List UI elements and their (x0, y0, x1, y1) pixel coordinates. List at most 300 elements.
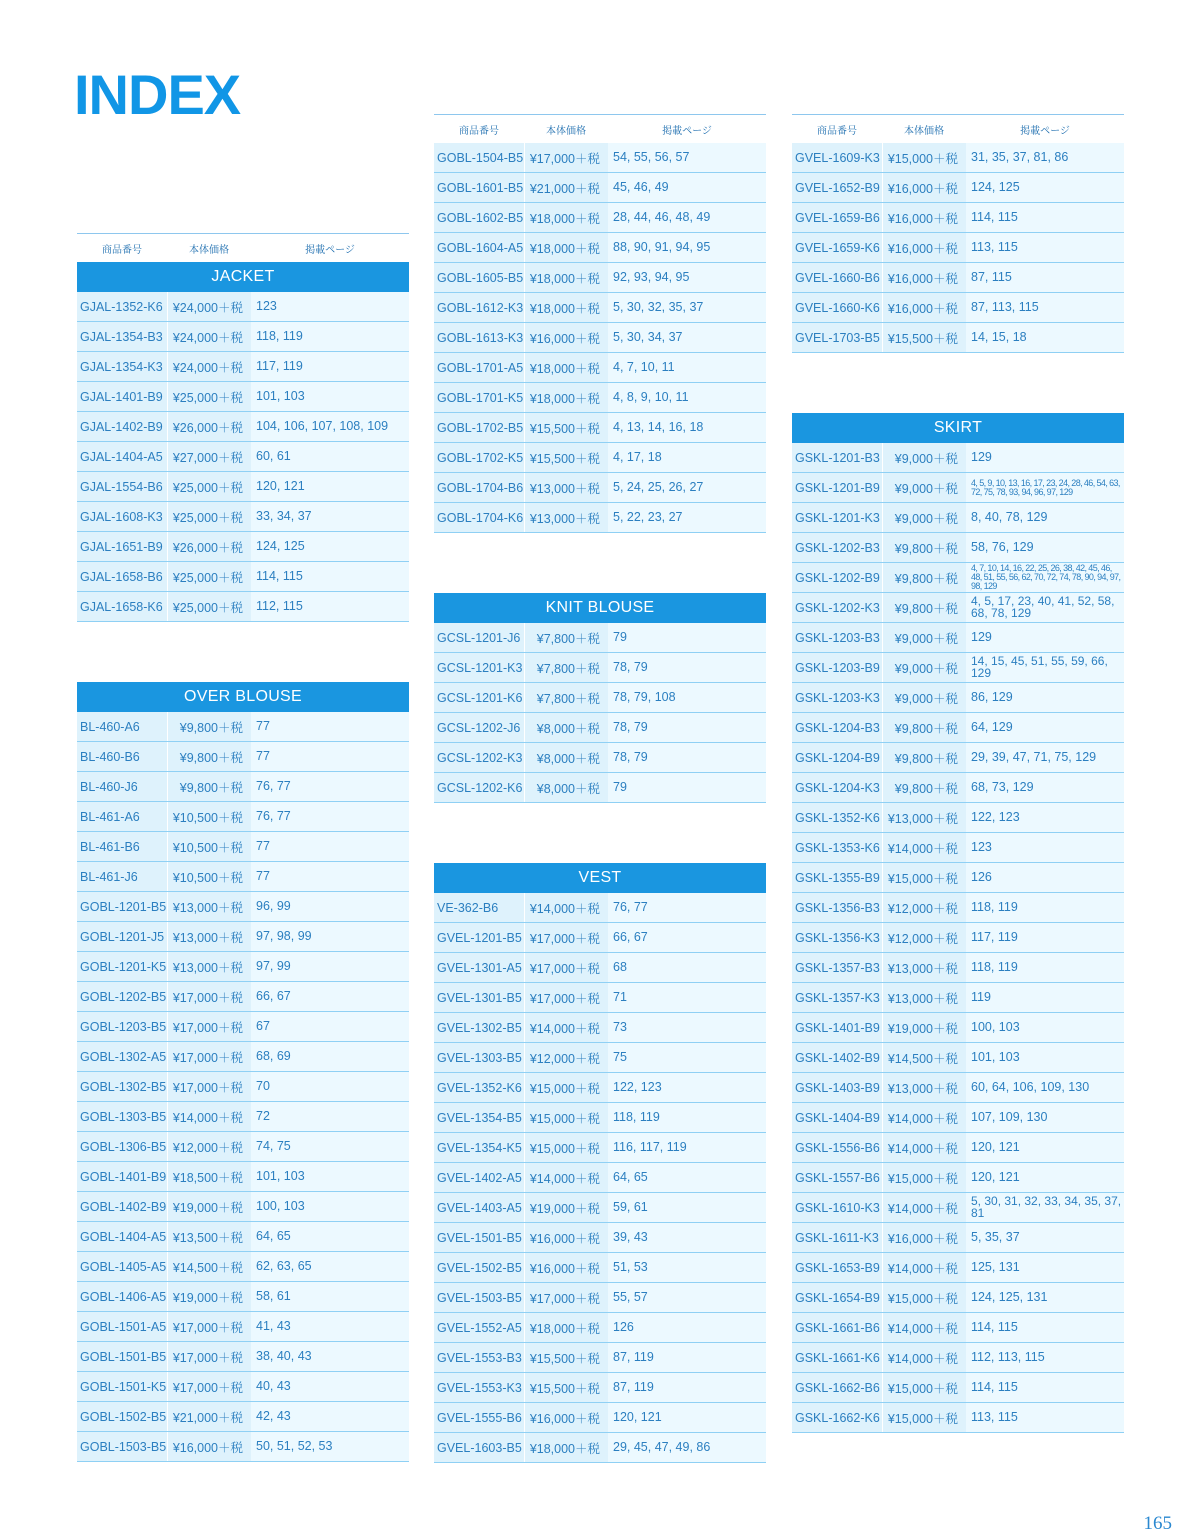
price-cell: ¥15,500＋税 (524, 443, 608, 472)
product-number-cell: VE-362-B6 (434, 893, 524, 922)
price-cell: ¥15,000＋税 (882, 1283, 966, 1312)
pages-cell: 87, 115 (966, 263, 1124, 292)
price-cell: ¥17,000＋税 (167, 1012, 251, 1041)
table-row (434, 143, 766, 173)
price-cell: ¥17,000＋税 (167, 1312, 251, 1341)
table-row (77, 1282, 409, 1312)
pages-cell: 40, 43 (251, 1372, 409, 1401)
table-row (77, 1252, 409, 1282)
price-cell: ¥16,000＋税 (524, 1253, 608, 1282)
table-row (434, 443, 766, 473)
product-number-cell: GCSL-1201-K6 (434, 683, 524, 712)
table-row (434, 743, 766, 773)
product-number-cell: GOBL-1501-K5 (77, 1372, 167, 1401)
pages-cell: 76, 77 (608, 893, 766, 922)
product-number-cell: GSKL-1202-B9 (792, 563, 882, 592)
price-cell: ¥14,000＋税 (882, 1343, 966, 1372)
table-row (434, 683, 766, 713)
table-row (434, 983, 766, 1013)
pages-cell: 54, 55, 56, 57 (608, 143, 766, 172)
price-cell: ¥15,500＋税 (882, 323, 966, 352)
product-number-cell: GVEL-1201-B5 (434, 923, 524, 952)
price-cell: ¥19,000＋税 (167, 1192, 251, 1221)
pages-cell: 124, 125 (966, 173, 1124, 202)
price-cell: ¥25,000＋税 (167, 472, 251, 501)
pages-cell: 60, 61 (251, 442, 409, 471)
price-cell: ¥14,000＋税 (882, 1253, 966, 1282)
product-number-cell: GSKL-1357-B3 (792, 953, 882, 982)
table-row (77, 712, 409, 742)
price-cell: ¥14,000＋税 (882, 833, 966, 862)
price-cell: ¥9,800＋税 (882, 713, 966, 742)
product-number-cell: GVEL-1302-B5 (434, 1013, 524, 1042)
pages-cell: 129 (966, 623, 1124, 652)
pages-cell: 64, 129 (966, 713, 1124, 742)
product-number-cell: BL-461-J6 (77, 862, 167, 891)
pages-cell: 5, 30, 31, 32, 33, 34, 35, 37, 81 (966, 1193, 1124, 1222)
table-row (792, 1163, 1124, 1193)
page-title: INDEX (74, 63, 241, 126)
table-row (434, 923, 766, 953)
price-cell: ¥19,000＋税 (524, 1193, 608, 1222)
price-cell: ¥13,000＋税 (882, 1073, 966, 1102)
table-row (792, 743, 1124, 773)
product-number-cell: GJAL-1658-B6 (77, 562, 167, 591)
pages-cell: 79 (608, 623, 766, 652)
price-cell: ¥9,800＋税 (882, 773, 966, 802)
product-number-cell: GSKL-1611-K3 (792, 1223, 882, 1252)
product-number-cell: GVEL-1403-A5 (434, 1193, 524, 1222)
header-price: 本体価格 (904, 125, 944, 137)
pages-cell: 4, 5, 17, 23, 40, 41, 52, 58, 68, 78, 129 (966, 593, 1124, 622)
pages-cell: 78, 79, 108 (608, 683, 766, 712)
product-number-cell: GVEL-1553-B3 (434, 1343, 524, 1372)
price-cell: ¥13,000＋税 (524, 473, 608, 502)
product-number-cell: GSKL-1201-B9 (792, 473, 882, 502)
product-number-cell: GVEL-1501-B5 (434, 1223, 524, 1252)
price-cell: ¥8,000＋税 (524, 773, 608, 802)
price-cell: ¥13,000＋税 (167, 892, 251, 921)
table-row (434, 233, 766, 263)
product-number-cell: GVEL-1354-B5 (434, 1103, 524, 1132)
table-row (434, 1253, 766, 1283)
price-cell: ¥18,000＋税 (524, 203, 608, 232)
pages-cell: 126 (608, 1313, 766, 1342)
product-number-cell: GOBL-1503-B5 (77, 1432, 167, 1461)
pages-cell: 118, 119 (251, 322, 409, 351)
pages-cell: 31, 35, 37, 81, 86 (966, 143, 1124, 172)
pages-cell: 76, 77 (251, 802, 409, 831)
pages-cell: 28, 44, 46, 48, 49 (608, 203, 766, 232)
table-row (77, 562, 409, 592)
table-row (792, 1013, 1124, 1043)
product-number-cell: GJAL-1354-B3 (77, 322, 167, 351)
table-row (77, 892, 409, 922)
table-row (434, 383, 766, 413)
pages-cell: 120, 121 (251, 472, 409, 501)
pages-cell: 124, 125 (251, 532, 409, 561)
pages-cell: 116, 117, 119 (608, 1133, 766, 1162)
table-row (434, 1373, 766, 1403)
pages-cell: 101, 103 (251, 1162, 409, 1191)
pages-cell: 4, 13, 14, 16, 18 (608, 413, 766, 442)
price-cell: ¥12,000＋税 (167, 1132, 251, 1161)
product-number-cell: GOBL-1601-B5 (434, 173, 524, 202)
price-cell: ¥18,000＋税 (524, 1433, 608, 1462)
product-number-cell: GOBL-1203-B5 (77, 1012, 167, 1041)
pages-cell: 42, 43 (251, 1402, 409, 1431)
product-number-cell: GVEL-1553-K3 (434, 1373, 524, 1402)
price-cell: ¥9,800＋税 (167, 772, 251, 801)
column-header (792, 114, 1124, 143)
product-number-cell: GJAL-1352-K6 (77, 292, 167, 321)
price-cell: ¥15,000＋税 (524, 1133, 608, 1162)
price-cell: ¥15,500＋税 (524, 413, 608, 442)
pages-cell: 68, 69 (251, 1042, 409, 1071)
table-row (792, 1343, 1124, 1373)
product-number-cell: GJAL-1401-B9 (77, 382, 167, 411)
pages-cell: 87, 113, 115 (966, 293, 1124, 322)
table-row (434, 1313, 766, 1343)
price-cell: ¥24,000＋税 (167, 352, 251, 381)
product-number-cell: GSKL-1402-B9 (792, 1043, 882, 1072)
pages-cell: 66, 67 (251, 982, 409, 1011)
product-number-cell: GOBL-1704-K6 (434, 503, 524, 532)
product-number-cell: GOBL-1501-A5 (77, 1312, 167, 1341)
pages-cell: 92, 93, 94, 95 (608, 263, 766, 292)
price-cell: ¥9,000＋税 (882, 503, 966, 532)
product-number-cell: GCSL-1202-K6 (434, 773, 524, 802)
table-row (792, 203, 1124, 233)
product-number-cell: GOBL-1704-B6 (434, 473, 524, 502)
product-number-cell: GOBL-1504-B5 (434, 143, 524, 172)
price-cell: ¥16,000＋税 (882, 293, 966, 322)
column-header (434, 114, 766, 143)
price-cell: ¥18,500＋税 (167, 1162, 251, 1191)
pages-cell: 64, 65 (608, 1163, 766, 1192)
pages-cell: 64, 65 (251, 1222, 409, 1251)
price-cell: ¥9,800＋税 (882, 593, 966, 622)
price-cell: ¥18,000＋税 (524, 383, 608, 412)
table-row (792, 1043, 1124, 1073)
product-number-cell: GSKL-1202-B3 (792, 533, 882, 562)
pages-cell: 38, 40, 43 (251, 1342, 409, 1371)
pages-cell: 118, 119 (608, 1103, 766, 1132)
page-number: 165 (1143, 1513, 1172, 1534)
header-price: 本体価格 (546, 125, 586, 137)
product-number-cell: GCSL-1202-J6 (434, 713, 524, 742)
price-cell: ¥14,000＋税 (524, 893, 608, 922)
table-row (77, 1312, 409, 1342)
pages-cell: 120, 121 (966, 1163, 1124, 1192)
price-cell: ¥24,000＋税 (167, 322, 251, 351)
vest-continued-rows (792, 143, 1124, 353)
table-row (792, 1283, 1124, 1313)
table-row (792, 893, 1124, 923)
product-number-cell: GOBL-1302-B5 (77, 1072, 167, 1101)
table-row (792, 1373, 1124, 1403)
pages-cell: 125, 131 (966, 1253, 1124, 1282)
product-number-cell: GSKL-1661-B6 (792, 1313, 882, 1342)
price-cell: ¥12,000＋税 (882, 923, 966, 952)
price-cell: ¥16,000＋税 (882, 263, 966, 292)
pages-cell: 101, 103 (251, 382, 409, 411)
table-row (792, 443, 1124, 473)
header-product-number: 商品番号 (817, 125, 857, 137)
pages-cell: 45, 46, 49 (608, 173, 766, 202)
table-row (792, 683, 1124, 713)
price-cell: ¥16,000＋税 (524, 1223, 608, 1252)
price-cell: ¥21,000＋税 (524, 173, 608, 202)
price-cell: ¥17,000＋税 (524, 983, 608, 1012)
price-cell: ¥15,000＋税 (524, 1103, 608, 1132)
product-number-cell: GSKL-1203-B3 (792, 623, 882, 652)
product-number-cell: GJAL-1658-K6 (77, 592, 167, 621)
product-number-cell: GVEL-1703-B5 (792, 323, 882, 352)
product-number-cell: GVEL-1552-A5 (434, 1313, 524, 1342)
price-cell: ¥12,000＋税 (882, 893, 966, 922)
product-number-cell: GOBL-1701-A5 (434, 353, 524, 382)
table-row (792, 653, 1124, 683)
pages-cell: 112, 113, 115 (966, 1343, 1124, 1372)
index-column-3 (792, 114, 1124, 1433)
price-cell: ¥10,500＋税 (167, 802, 251, 831)
pages-cell: 79 (608, 773, 766, 802)
price-cell: ¥8,000＋税 (524, 743, 608, 772)
price-cell: ¥14,000＋税 (882, 1193, 966, 1222)
pages-cell: 8, 40, 78, 129 (966, 503, 1124, 532)
product-number-cell: GOBL-1701-K5 (434, 383, 524, 412)
price-cell: ¥15,000＋税 (882, 1163, 966, 1192)
product-number-cell: GOBL-1201-J5 (77, 922, 167, 951)
price-cell: ¥8,000＋税 (524, 713, 608, 742)
product-number-cell: GSKL-1353-K6 (792, 833, 882, 862)
table-row (77, 442, 409, 472)
price-cell: ¥13,000＋税 (167, 952, 251, 981)
pages-cell: 4, 7, 10, 11 (608, 353, 766, 382)
pages-cell: 14, 15, 45, 51, 55, 59, 66, 129 (966, 653, 1124, 682)
product-number-cell: GOBL-1302-A5 (77, 1042, 167, 1071)
price-cell: ¥13,500＋税 (167, 1222, 251, 1251)
table-row (792, 293, 1124, 323)
pages-cell: 41, 43 (251, 1312, 409, 1341)
table-row (434, 293, 766, 323)
table-row (434, 1343, 766, 1373)
pages-cell: 68, 73, 129 (966, 773, 1124, 802)
product-number-cell: GVEL-1609-K3 (792, 143, 882, 172)
pages-cell: 14, 15, 18 (966, 323, 1124, 352)
product-number-cell: GVEL-1660-K6 (792, 293, 882, 322)
pages-cell: 68 (608, 953, 766, 982)
product-number-cell: GSKL-1653-B9 (792, 1253, 882, 1282)
price-cell: ¥17,000＋税 (524, 923, 608, 952)
pages-cell: 101, 103 (966, 1043, 1124, 1072)
product-number-cell: GOBL-1202-B5 (77, 982, 167, 1011)
table-row (77, 472, 409, 502)
header-price: 本体価格 (189, 244, 229, 256)
section-title-skirt: SKIRT (792, 413, 1124, 443)
table-row (792, 1253, 1124, 1283)
price-cell: ¥18,000＋税 (524, 1313, 608, 1342)
table-row (77, 1132, 409, 1162)
price-cell: ¥26,000＋税 (167, 532, 251, 561)
table-row (792, 323, 1124, 353)
pages-cell: 70 (251, 1072, 409, 1101)
price-cell: ¥17,000＋税 (524, 953, 608, 982)
pages-cell: 96, 99 (251, 892, 409, 921)
price-cell: ¥17,000＋税 (167, 982, 251, 1011)
table-row (434, 653, 766, 683)
pages-cell: 118, 119 (966, 953, 1124, 982)
product-number-cell: GSKL-1356-K3 (792, 923, 882, 952)
price-cell: ¥16,000＋税 (524, 1403, 608, 1432)
price-cell: ¥18,000＋税 (524, 233, 608, 262)
price-cell: ¥9,000＋税 (882, 653, 966, 682)
header-product-number: 商品番号 (102, 244, 142, 256)
price-cell: ¥16,000＋税 (524, 323, 608, 352)
table-row (792, 983, 1124, 1013)
header-pages: 掲載ページ (305, 244, 355, 256)
product-number-cell: GOBL-1404-A5 (77, 1222, 167, 1251)
over-blouse-continued-rows (434, 143, 766, 533)
header-pages: 掲載ページ (662, 125, 712, 137)
pages-cell: 5, 30, 32, 35, 37 (608, 293, 766, 322)
table-row (792, 1193, 1124, 1223)
table-row (77, 922, 409, 952)
pages-cell: 119 (966, 983, 1124, 1012)
table-row (792, 1103, 1124, 1133)
product-number-cell: GOBL-1406-A5 (77, 1282, 167, 1311)
table-row (77, 772, 409, 802)
product-number-cell: GJAL-1554-B6 (77, 472, 167, 501)
product-number-cell: GVEL-1659-K6 (792, 233, 882, 262)
price-cell: ¥19,000＋税 (167, 1282, 251, 1311)
product-number-cell: GVEL-1301-A5 (434, 953, 524, 982)
section-title-knit-blouse: KNIT BLOUSE (434, 593, 766, 623)
pages-cell: 73 (608, 1013, 766, 1042)
table-row (434, 623, 766, 653)
pages-cell: 97, 98, 99 (251, 922, 409, 951)
table-row (77, 592, 409, 622)
product-number-cell: GOBL-1402-B9 (77, 1192, 167, 1221)
table-row (77, 1192, 409, 1222)
product-number-cell: GOBL-1604-A5 (434, 233, 524, 262)
product-number-cell: GVEL-1660-B6 (792, 263, 882, 292)
vest-rows (434, 893, 766, 1463)
product-number-cell: GVEL-1354-K5 (434, 1133, 524, 1162)
table-row (77, 802, 409, 832)
price-cell: ¥9,000＋税 (882, 443, 966, 472)
price-cell: ¥7,800＋税 (524, 623, 608, 652)
table-row (77, 412, 409, 442)
price-cell: ¥14,500＋税 (882, 1043, 966, 1072)
price-cell: ¥13,000＋税 (167, 922, 251, 951)
pages-cell: 126 (966, 863, 1124, 892)
pages-cell: 33, 34, 37 (251, 502, 409, 531)
table-row (77, 1402, 409, 1432)
product-number-cell: GSKL-1557-B6 (792, 1163, 882, 1192)
table-row (77, 382, 409, 412)
pages-cell: 124, 125, 131 (966, 1283, 1124, 1312)
table-row (434, 953, 766, 983)
price-cell: ¥18,000＋税 (524, 353, 608, 382)
header-product-number: 商品番号 (459, 125, 499, 137)
price-cell: ¥14,000＋税 (167, 1102, 251, 1131)
price-cell: ¥14,000＋税 (524, 1013, 608, 1042)
pages-cell: 76, 77 (251, 772, 409, 801)
pages-cell: 78, 79 (608, 743, 766, 772)
price-cell: ¥9,800＋税 (882, 743, 966, 772)
pages-cell: 104, 106, 107, 108, 109 (251, 412, 409, 441)
price-cell: ¥16,000＋税 (882, 203, 966, 232)
price-cell: ¥25,000＋税 (167, 502, 251, 531)
pages-cell: 5, 30, 34, 37 (608, 323, 766, 352)
product-number-cell: GOBL-1201-K5 (77, 952, 167, 981)
product-number-cell: GSKL-1202-K3 (792, 593, 882, 622)
product-number-cell: GVEL-1652-B9 (792, 173, 882, 202)
pages-cell: 39, 43 (608, 1223, 766, 1252)
table-row (434, 1013, 766, 1043)
pages-cell: 5, 24, 25, 26, 27 (608, 473, 766, 502)
pages-cell: 87, 119 (608, 1373, 766, 1402)
pages-cell: 114, 115 (251, 562, 409, 591)
table-row (434, 203, 766, 233)
skirt-rows (792, 443, 1124, 1433)
pages-cell: 62, 63, 65 (251, 1252, 409, 1281)
price-cell: ¥9,000＋税 (882, 623, 966, 652)
price-cell: ¥16,000＋税 (882, 173, 966, 202)
table-row (792, 473, 1124, 503)
table-row (77, 292, 409, 322)
product-number-cell: GSKL-1356-B3 (792, 893, 882, 922)
price-cell: ¥17,000＋税 (167, 1042, 251, 1071)
table-row (792, 173, 1124, 203)
pages-cell: 107, 109, 130 (966, 1103, 1124, 1132)
pages-cell: 71 (608, 983, 766, 1012)
product-number-cell: GSKL-1204-K3 (792, 773, 882, 802)
table-row (434, 1283, 766, 1313)
product-number-cell: GVEL-1502-B5 (434, 1253, 524, 1282)
table-row (792, 233, 1124, 263)
price-cell: ¥19,000＋税 (882, 1013, 966, 1042)
pages-cell: 4, 17, 18 (608, 443, 766, 472)
product-number-cell: GJAL-1608-K3 (77, 502, 167, 531)
table-row (434, 353, 766, 383)
product-number-cell: GJAL-1651-B9 (77, 532, 167, 561)
product-number-cell: GSKL-1355-B9 (792, 863, 882, 892)
price-cell: ¥24,000＋税 (167, 292, 251, 321)
table-row (792, 503, 1124, 533)
product-number-cell: GOBL-1201-B5 (77, 892, 167, 921)
product-number-cell: GSKL-1662-B6 (792, 1373, 882, 1402)
pages-cell: 77 (251, 832, 409, 861)
pages-cell: 50, 51, 52, 53 (251, 1432, 409, 1461)
table-row (77, 1342, 409, 1372)
pages-cell: 60, 64, 106, 109, 130 (966, 1073, 1124, 1102)
price-cell: ¥17,000＋税 (167, 1342, 251, 1371)
pages-cell: 58, 61 (251, 1282, 409, 1311)
price-cell: ¥15,500＋税 (524, 1343, 608, 1372)
table-row (792, 593, 1124, 623)
price-cell: ¥14,000＋税 (524, 1163, 608, 1192)
pages-cell: 67 (251, 1012, 409, 1041)
pages-cell: 100, 103 (251, 1192, 409, 1221)
price-cell: ¥21,000＋税 (167, 1402, 251, 1431)
product-number-cell: GOBL-1702-K5 (434, 443, 524, 472)
table-row (792, 773, 1124, 803)
table-row (77, 352, 409, 382)
pages-cell: 113, 115 (966, 1403, 1124, 1432)
